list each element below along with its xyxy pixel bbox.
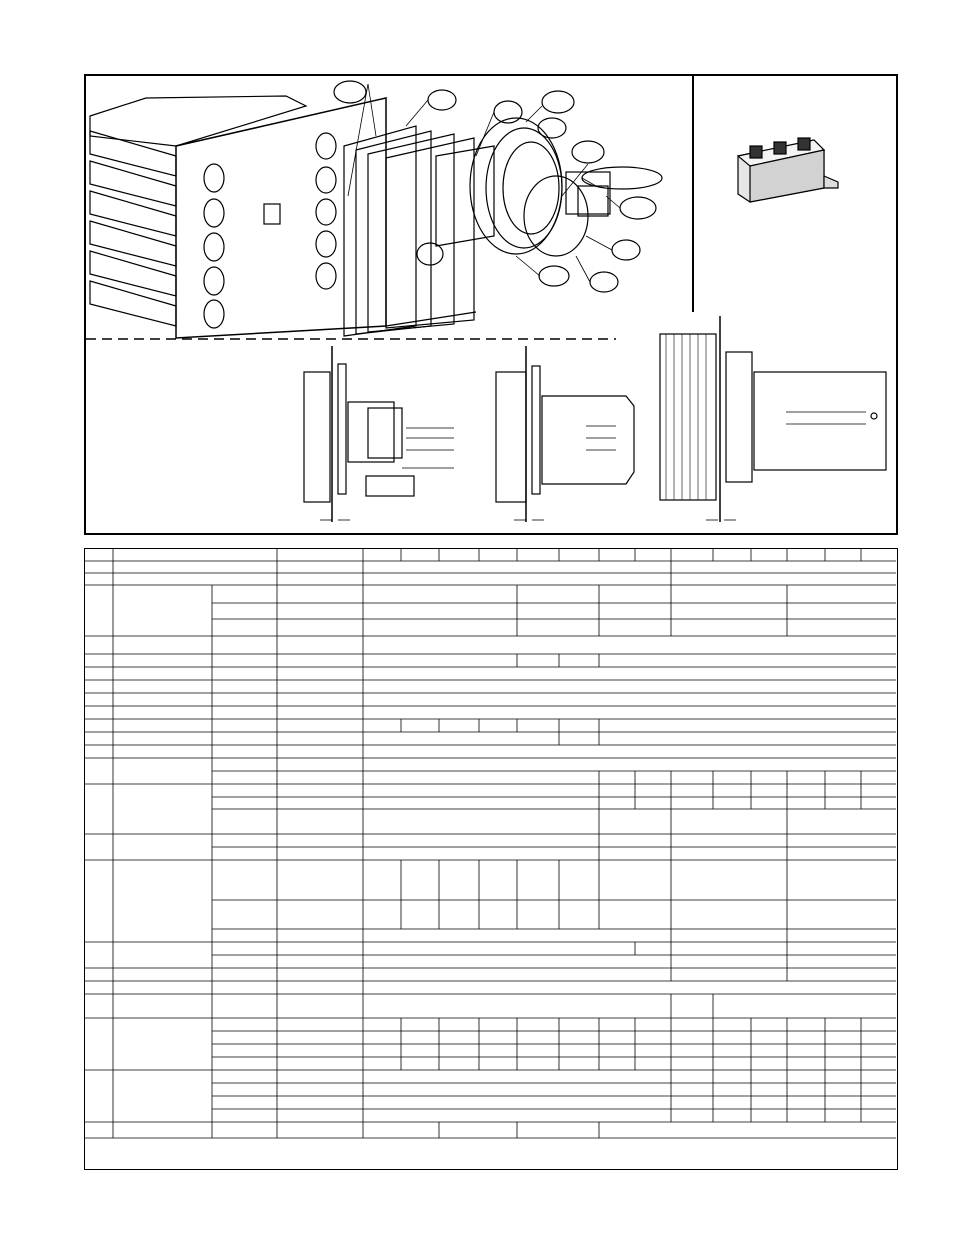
heat-exchanger: [90, 96, 386, 338]
callout-bubble: [494, 101, 522, 123]
callout-bubble: [538, 118, 566, 138]
callout-bubble: [417, 243, 443, 265]
callout-bubble: [582, 167, 662, 189]
inducer-motor-side-view-2: [496, 346, 634, 522]
exploded-view-diagram: [86, 76, 896, 533]
blower-motor-side-view: [660, 316, 886, 522]
specification-table: [84, 548, 898, 1170]
table-grid: [85, 549, 896, 1168]
callout-bubble: [428, 90, 456, 110]
capacitor-photo: [738, 138, 838, 202]
inducer-motor-side-view-1: [304, 346, 454, 522]
callout-bubble: [542, 91, 574, 113]
inducer-housing: [436, 118, 610, 256]
heat-exchanger-ports: [204, 133, 336, 328]
diagram-panel: [84, 74, 898, 535]
leader-lines: [348, 84, 620, 282]
callout-bubble: [590, 272, 618, 292]
callout-bubble: [334, 81, 366, 103]
callout-bubble: [572, 141, 604, 163]
callout-bubble: [612, 240, 640, 260]
callout-bubbles: [334, 81, 662, 292]
callout-bubble: [620, 197, 656, 219]
callout-bubble: [539, 266, 569, 286]
collector-box-plates: [344, 126, 474, 336]
